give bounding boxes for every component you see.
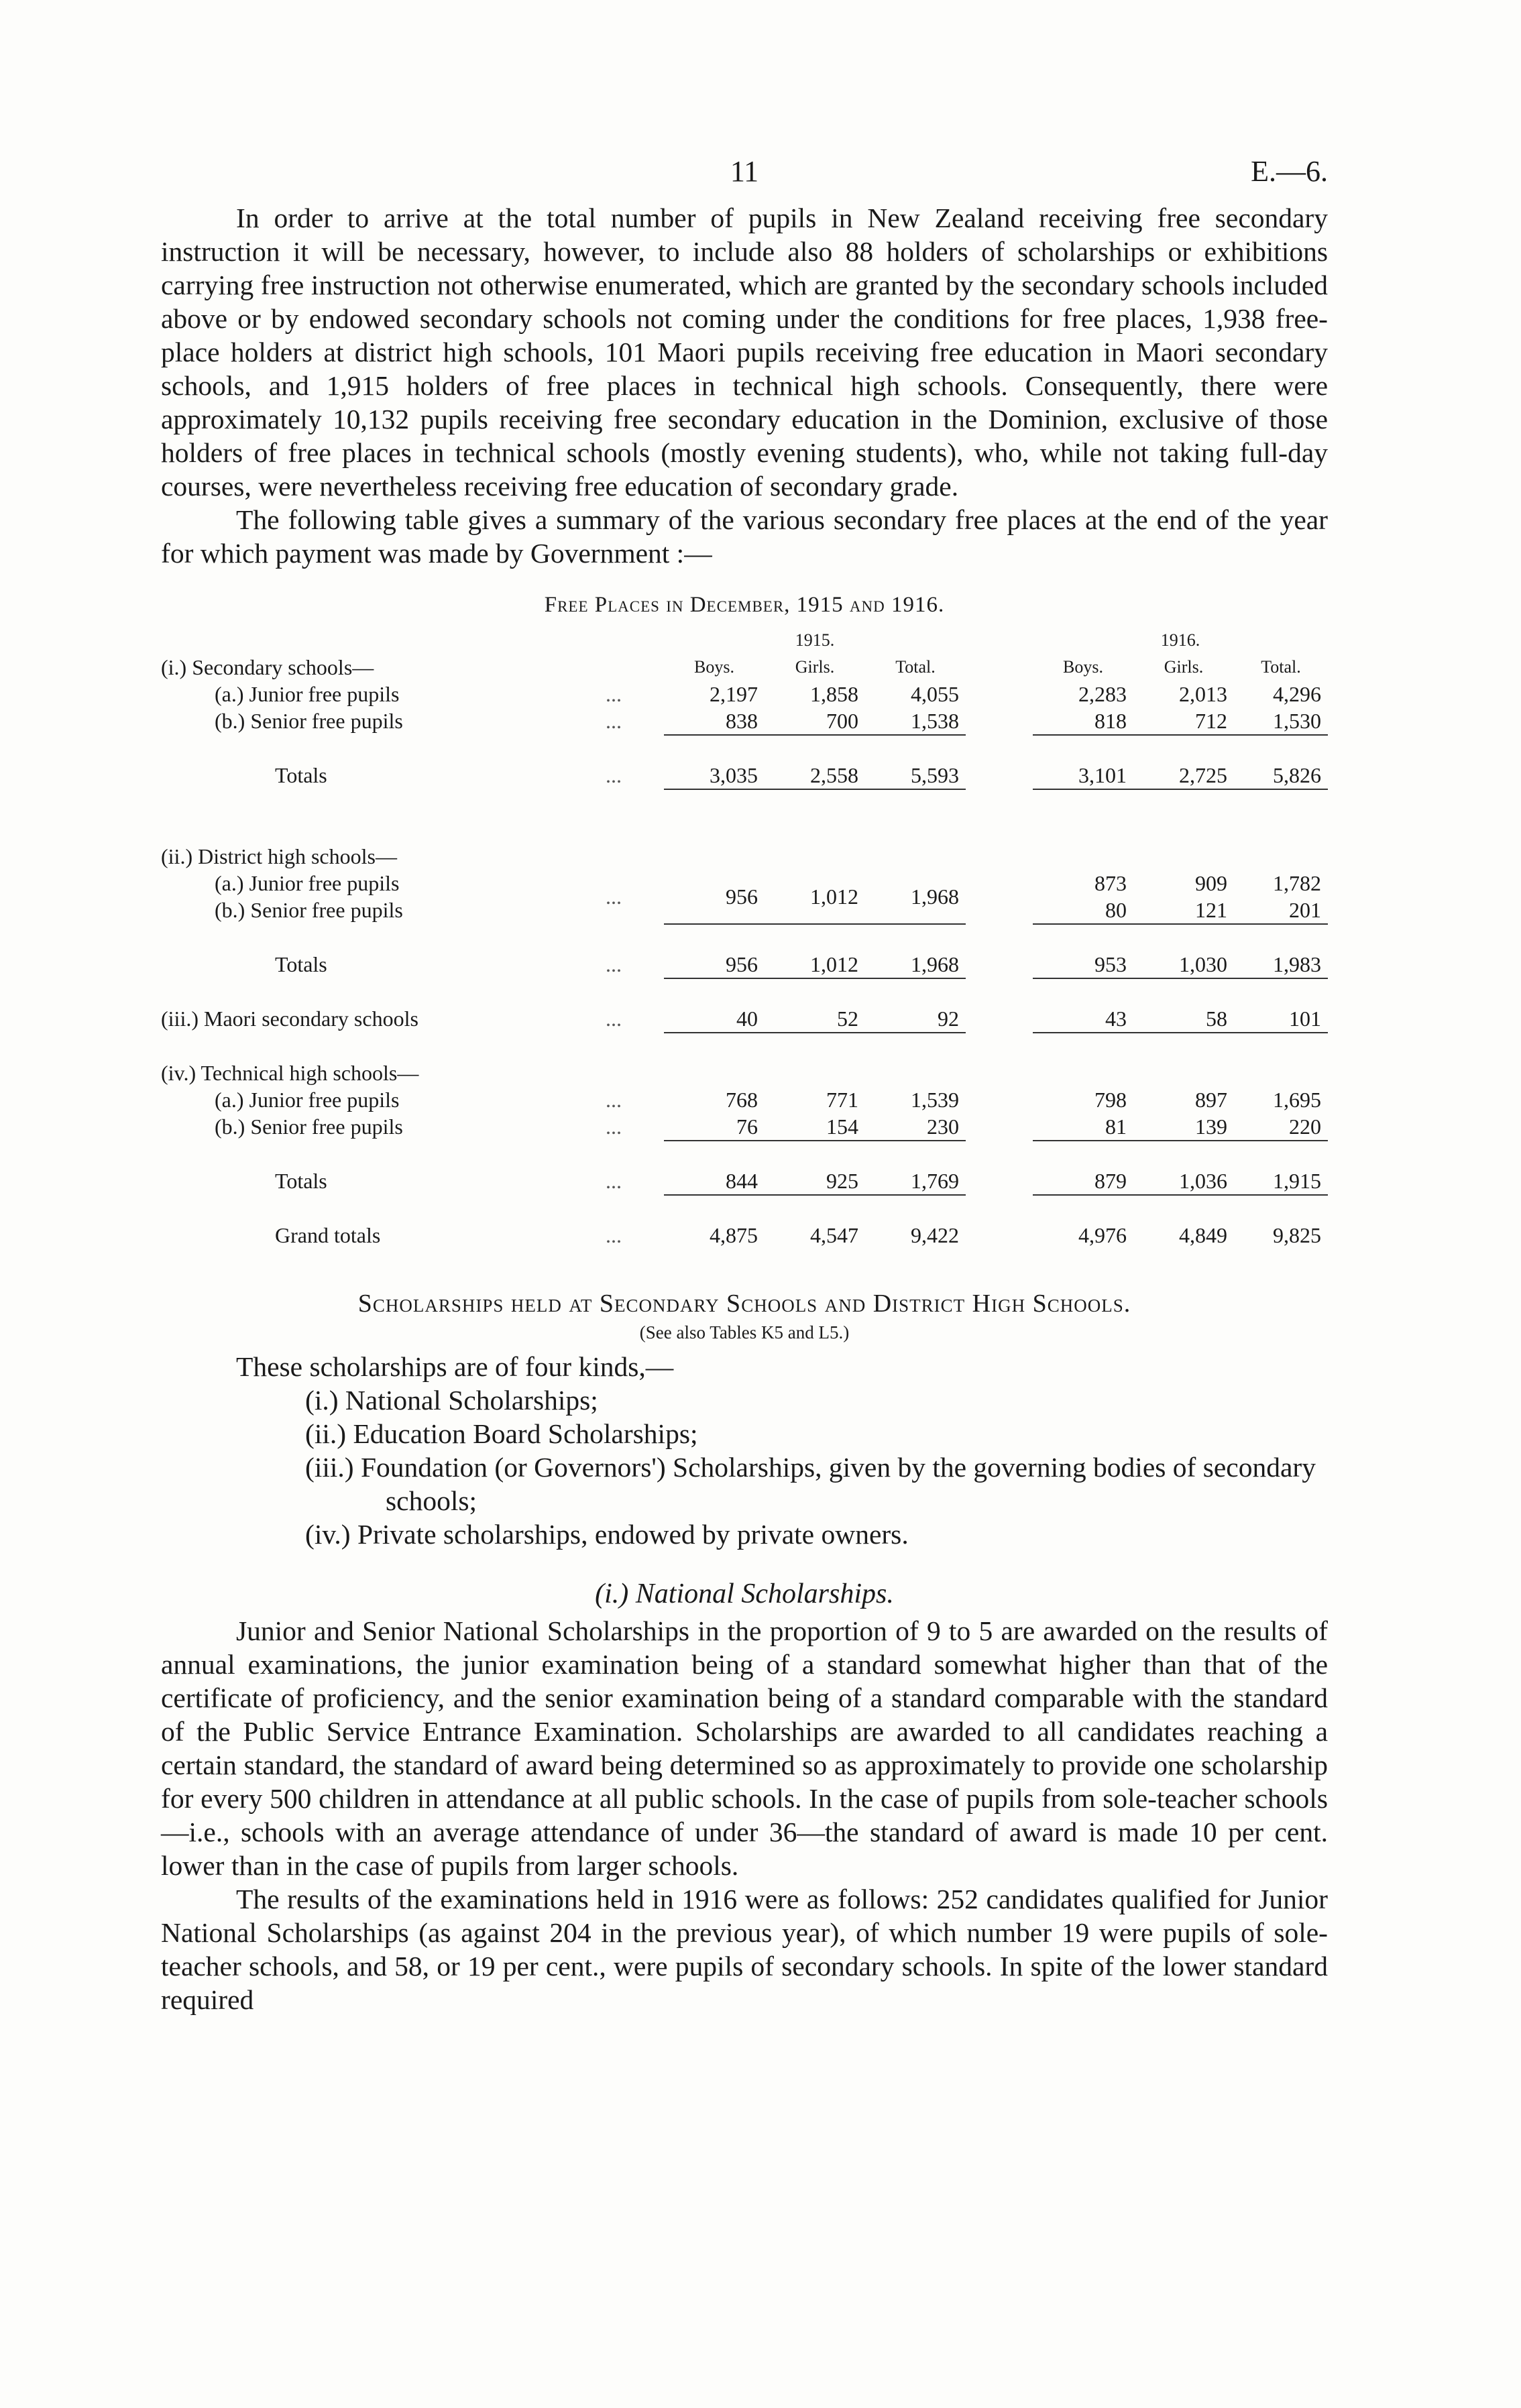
leader-dots: ... [606, 952, 622, 976]
cell: 1,012 [810, 952, 858, 976]
national-paragraph-1: Junior and Senior National Scholarships in the proportion of 9 to 5 are awarded on the results of annual examinations, the junior examination being of a standard somewhat higher than that of the certificate of proficiency, and the senior examination being of a standard comparable with the standard of the Public Service Entrance Examination. Scholarships are awarded to all candidates reaching a certain standard, the standard of award being determined so as approximately to provide one scholarship for every 500 children in attendance at all public schools. In the case of pupils from sole-teacher schools—i.e., schools with an average attendance of under 36—the standard of award is made 10 per cent. lower than in the case of pupils from larger schools. [161, 1615, 1328, 1881]
table-row [161, 1167, 1328, 1195]
col-girls-1915: Girls. [795, 657, 835, 677]
page-header [161, 154, 1328, 201]
cell: 798 [1094, 1087, 1127, 1112]
row-label: (b.) Senior free pupils [215, 898, 403, 922]
table-row [161, 1113, 1328, 1141]
cell: 9,825 [1273, 1222, 1321, 1247]
leader-dots: ... [606, 709, 622, 733]
row-label: Totals [275, 952, 327, 976]
table-row [161, 870, 1328, 897]
technical-high-schools-label: (iv.) Technical high schools— [161, 1060, 419, 1085]
secondary-schools-label: (i.) Secondary schools— [161, 654, 374, 679]
intro-paragraph: In order to arrive at the total number of pupils in New Zealand receiving free secondary instruction it will be necessary, however, to include also 88 holders of scholarships or exhibitions carrying free instruction not otherwise enumerated, which are granted by the secondary schools included above or by endowed secondary schools not coming under the conditions for free places, 1,938 free-place holders at district high schools, 101 Maori pupils receiving free education in Maori secondary schools, and 1,915 holders of free places in technical high schools. Consequently, there were approximately 10,132 pupils receiving free secondary education in the Dominion, exclusive of those holders of free places in technical schools (mostly evening students), who, while not taking full-day courses, were nevertheless receiving free education of secondary grade. [161, 203, 1328, 502]
cell: 1,695 [1273, 1087, 1321, 1112]
cell: 43 [1105, 1006, 1127, 1031]
cell: 3,035 [710, 762, 758, 787]
cell: 844 [726, 1168, 758, 1193]
cell: 1,915 [1273, 1168, 1321, 1193]
row-label: (b.) Senior free pupils [215, 1114, 403, 1139]
cell: 92 [938, 1006, 959, 1031]
cell: 838 [726, 708, 758, 733]
table-row [161, 762, 1328, 789]
table-title: Free Places in December, 1915 and 1916. [544, 593, 945, 617]
cell: 2,013 [1179, 681, 1227, 706]
cell: 76 [736, 1114, 758, 1139]
cell: 52 [837, 1006, 858, 1031]
cell: 2,558 [810, 762, 858, 787]
cell: 4,976 [1078, 1222, 1127, 1247]
cell: 956 [726, 952, 758, 976]
cell: 1,012 [810, 884, 858, 909]
row-label: (a.) Junior free pupils [215, 1087, 400, 1112]
cell: 2,197 [710, 681, 758, 706]
row-label: (a.) Junior free pupils [215, 870, 400, 895]
list-item: (ii.) Education Board Scholarships; [305, 1418, 698, 1449]
table-row [161, 681, 1328, 707]
table-row [161, 1222, 1328, 1249]
cell: 1,030 [1179, 952, 1227, 976]
national-scholarships-heading: (i.) National Scholarships. [595, 1579, 894, 1609]
cell: 1,530 [1273, 708, 1321, 733]
cell: 712 [1195, 708, 1227, 733]
cell: 1,983 [1273, 952, 1321, 976]
scholarships-section-title: Scholarships held at Secondary Schools and District High Schools. [357, 1289, 1131, 1318]
page-number: 11 [730, 155, 759, 188]
col-total-1916: Total. [1261, 657, 1301, 677]
district-high-schools-label: (ii.) District high schools— [161, 844, 397, 868]
cell: 5,826 [1273, 762, 1321, 787]
row-label: (b.) Senior free pupils [215, 709, 403, 733]
cell: 1,968 [911, 952, 959, 976]
table-row [161, 1005, 1328, 1033]
row-label: Totals [275, 763, 327, 787]
cell: 4,849 [1179, 1222, 1227, 1247]
leader-dots: ... [606, 1007, 622, 1031]
cell: 879 [1094, 1168, 1127, 1193]
cell: 5,593 [911, 762, 959, 787]
free-places-table [161, 627, 1328, 1249]
leader-dots: ... [606, 1222, 622, 1247]
year-1916-header: 1916. [1160, 630, 1200, 650]
cell: 768 [726, 1087, 758, 1112]
cell: 40 [736, 1006, 758, 1031]
see-also-note: (See also Tables K5 and L5.) [639, 1322, 850, 1342]
cell: 4,055 [911, 681, 959, 706]
cell: 1,858 [810, 681, 858, 706]
cell: 4,875 [710, 1222, 758, 1247]
table-intro-paragraph: The following table gives a summary of the various secondary free places at the end of the year for which payment was made by Government :— [161, 504, 1328, 569]
cell: 201 [1289, 897, 1321, 922]
cell: 121 [1195, 897, 1227, 922]
cell: 1,968 [911, 884, 959, 909]
document-page [161, 154, 1328, 2016]
cell: 154 [826, 1114, 858, 1139]
list-item: (iii.) Foundation (or Governors') Scholarships, given by the governing bodies of secondary schools; [305, 1452, 1316, 1516]
cell: 2,283 [1078, 681, 1127, 706]
cell: 101 [1289, 1006, 1321, 1031]
cell: 80 [1105, 897, 1127, 922]
table-row [161, 1086, 1328, 1113]
document-code: E.—6. [1251, 155, 1328, 188]
col-boys-1916: Boys. [1063, 657, 1103, 677]
cell: 4,547 [810, 1222, 858, 1247]
cell: 58 [1206, 1006, 1227, 1031]
row-label: Totals [275, 1169, 327, 1193]
leader-dots: ... [606, 1087, 622, 1112]
national-paragraph-2: The results of the examinations held in 1916 were as follows: 252 candidates qualified for Junior National Scholarships (as against 204 in the previous year), of which number 19 were pupils of sole-teacher schools, and 58, or 19 per cent., were pupils of secondary schools. In spite of the lower standard required [161, 1884, 1328, 2015]
cell: 139 [1195, 1114, 1227, 1139]
col-girls-1916: Girls. [1164, 657, 1204, 677]
leader-dots: ... [606, 763, 622, 787]
cell: 9,422 [911, 1222, 959, 1247]
cell: 909 [1195, 870, 1227, 895]
row-label: Grand totals [275, 1222, 381, 1247]
leader-dots: ... [606, 884, 622, 909]
cell: 1,782 [1273, 870, 1321, 895]
row-label: (iii.) Maori secondary schools [161, 1007, 418, 1031]
cell: 230 [927, 1114, 959, 1139]
leader-dots: ... [606, 681, 622, 706]
cell: 925 [826, 1168, 858, 1193]
cell: 2,725 [1179, 762, 1227, 787]
table-row [161, 951, 1328, 978]
year-1915-header: 1915. [795, 630, 835, 650]
cell: 1,769 [911, 1168, 959, 1193]
leader-dots: ... [606, 1114, 622, 1139]
list-item: (i.) National Scholarships; [305, 1385, 598, 1416]
row-label: (a.) Junior free pupils [215, 681, 400, 706]
cell: 1,539 [911, 1087, 959, 1112]
cell: 956 [726, 884, 758, 909]
col-boys-1915: Boys. [694, 657, 734, 677]
cell: 1,036 [1179, 1168, 1227, 1193]
leader-dots: ... [606, 1169, 622, 1193]
col-total-1915: Total. [895, 657, 936, 677]
cell: 700 [826, 708, 858, 733]
cell: 1,538 [911, 708, 959, 733]
cell: 771 [826, 1087, 858, 1112]
cell: 220 [1289, 1114, 1321, 1139]
cell: 4,296 [1273, 681, 1321, 706]
table-row [161, 707, 1328, 735]
list-item: (iv.) Private scholarships, endowed by private owners. [305, 1519, 909, 1550]
cell: 3,101 [1078, 762, 1127, 787]
kinds-intro: These scholarships are of four kinds,— [236, 1351, 674, 1382]
cell: 897 [1195, 1087, 1227, 1112]
cell: 873 [1094, 870, 1127, 895]
cell: 81 [1105, 1114, 1127, 1139]
cell: 818 [1094, 708, 1127, 733]
cell: 953 [1094, 952, 1127, 976]
